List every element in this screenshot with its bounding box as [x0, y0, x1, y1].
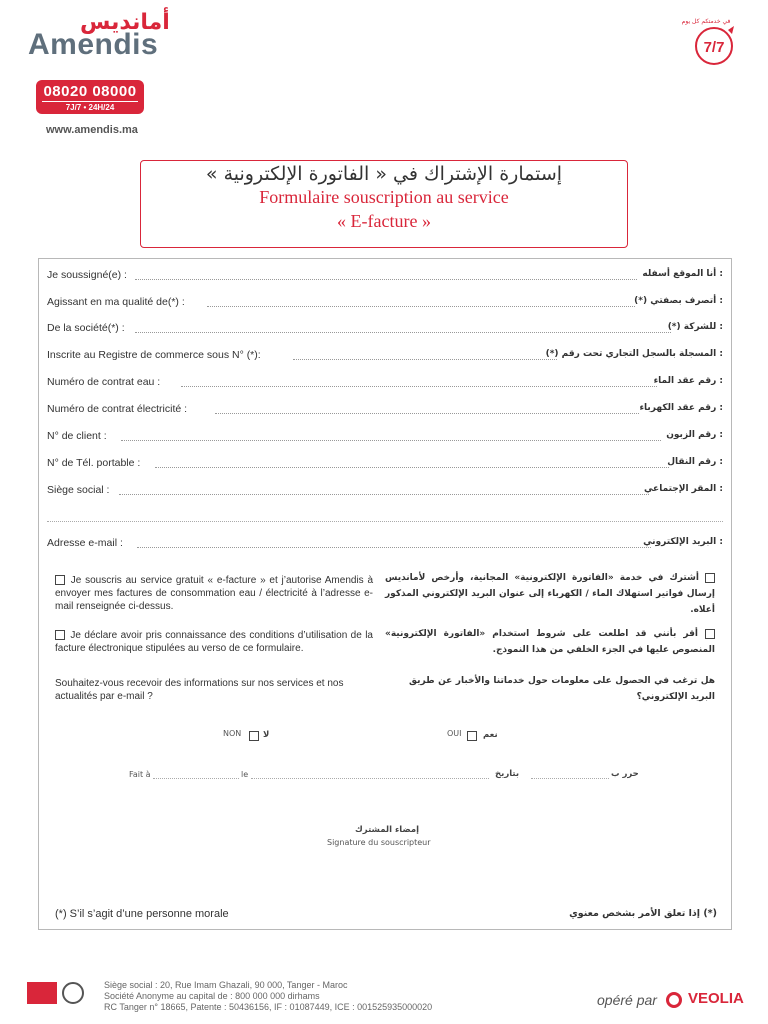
- consent-2-text-ar: أقر بأنني قد اطلعت على شروط استخدام «الفاتورة الإلكترونية» المنصوص عليها في الجزء الخلفي من هذا النموذج.: [385, 629, 715, 655]
- field-label-fr: De la société(*) :: [47, 322, 125, 334]
- title-arabic: إستمارة الإشتراك في « الفاتورة الإلكترونية »: [205, 163, 563, 185]
- veolia-icon: [666, 992, 682, 1008]
- field-row-societe: [39, 322, 733, 338]
- field-row-email: [39, 537, 733, 553]
- field-input-line-continuation[interactable]: [47, 521, 723, 522]
- logo-arabic: أمانديس: [80, 10, 170, 35]
- option-oui-label: OUI: [447, 729, 462, 738]
- field-row-registre: [39, 349, 733, 365]
- field-input-line[interactable]: [155, 467, 669, 468]
- field-label-ar: : رقم الزبون: [666, 430, 723, 440]
- phone-box: [36, 80, 144, 114]
- consent-2-ar: [385, 626, 715, 658]
- iso-certification-logo: [27, 982, 57, 1004]
- consent-1-text: Je souscris au service gratuit « e-facture » et j’autorise Amendis à envoyer mes factures de consommation eau / électricité à l’adresse e-mail renseignée ci-dessus.: [55, 575, 374, 612]
- service-badge-icon: [678, 14, 744, 74]
- field-input-line[interactable]: [293, 359, 557, 360]
- consent-1-fr: [55, 574, 373, 613]
- option-non-checkbox[interactable]: [249, 731, 259, 741]
- field-label-fr: Adresse e-mail :: [47, 537, 123, 549]
- place-input-line-ar[interactable]: [531, 778, 609, 779]
- field-label-ar: : أنا الموقع أسفله: [642, 269, 723, 279]
- field-label-fr: N° de client :: [47, 430, 107, 442]
- option-non-label: NON: [223, 729, 242, 738]
- field-label-fr: Numéro de contrat eau :: [47, 376, 161, 388]
- field-label-ar: : رقم النقال: [667, 457, 723, 467]
- field-label-ar: : أتصرف بصفتي (*): [634, 296, 723, 306]
- field-label-ar: : للشركة (*): [667, 322, 723, 332]
- consent-2-checkbox-ar[interactable]: [705, 629, 715, 639]
- signature-label-ar: إمضاء المشترك: [355, 825, 420, 835]
- badge-arabic-text: في خدمتكم كل يوم: [681, 18, 731, 25]
- field-label-fr: Agissant en ma qualité de(*) :: [47, 296, 185, 308]
- footnote-ar: (*) إذا تعلق الأمر بشخص معنوي: [569, 908, 717, 919]
- option-oui-label-ar: نعم: [483, 730, 498, 740]
- field-label-fr: Siège social :: [47, 484, 110, 496]
- bureau-veritas-logo: [62, 982, 84, 1004]
- veolia-logo: VEOLIA: [688, 990, 744, 1007]
- website-link[interactable]: www.amendis.ma: [46, 124, 138, 136]
- field-label-fr: Je soussigné(e) :: [47, 269, 127, 281]
- form-box: [38, 258, 732, 930]
- field-label-ar: : رقم عقد الكهرباء: [639, 403, 723, 413]
- field-row-contrat-electricite: [39, 403, 733, 419]
- field-row-contrat-eau: [39, 376, 733, 392]
- consent-1-checkbox[interactable]: [55, 575, 65, 585]
- logo-amendis: Amendis: [28, 28, 159, 61]
- field-input-line[interactable]: [121, 440, 661, 441]
- title-french-line2: « E-facture »: [337, 211, 431, 231]
- field-input-line[interactable]: [215, 413, 639, 414]
- phone-number: 08020 08000: [43, 83, 137, 100]
- form-title-box: [140, 160, 628, 248]
- date-label: le: [241, 770, 249, 779]
- option-non-label-ar: لا: [263, 730, 270, 740]
- place-label-ar: حرر ب: [611, 769, 639, 779]
- field-label-fr: Numéro de contrat électricité :: [47, 403, 188, 415]
- field-input-line[interactable]: [181, 386, 657, 387]
- title-french-line1: Formulaire souscription au service: [259, 187, 509, 207]
- field-label-fr: Inscrite au Registre de commerce sous N° (*):: [47, 349, 261, 361]
- consent-2-checkbox[interactable]: [55, 630, 65, 640]
- field-input-line[interactable]: [137, 547, 651, 548]
- date-input-line[interactable]: [251, 778, 489, 779]
- signature-label-fr: Signature du souscripteur: [327, 838, 431, 847]
- newsletter-question-ar: هل ترغب في الحصول على معلومات حول خدماتنا والأخبار عن طريق البريد الإلكتروني؟: [409, 676, 715, 702]
- field-input-line[interactable]: [135, 332, 671, 333]
- field-label-ar: : رقم عقد الماء: [653, 376, 723, 386]
- field-row-qualite: [39, 296, 733, 312]
- field-row-portable: [39, 457, 733, 473]
- field-label-ar: : المقر الإجتماعي: [643, 484, 723, 494]
- badge-text: 7/7: [703, 39, 725, 56]
- footnote-fr: (*) S’il s’agit d’une personne morale: [55, 908, 229, 920]
- option-oui-checkbox[interactable]: [467, 731, 477, 741]
- field-input-line[interactable]: [135, 279, 637, 280]
- consent-2-text: Je déclare avoir pris connaissance des conditions d’utilisation de la facture électronique stipulées au verso de ce formulaire.: [55, 630, 373, 654]
- field-label-ar: : المسجلة بالسجل التجاري تحت رقم (*): [545, 349, 723, 359]
- footer-line: Société Anonyme au capital de : 800 000 000 dirhams: [104, 991, 320, 1001]
- field-input-line[interactable]: [207, 306, 635, 307]
- footer-line: RC Tanger n° 18665, Patente : 50436156, IF : 01087449, ICE : 001525935000020: [104, 1002, 433, 1012]
- field-row-client: [39, 430, 733, 446]
- place-input-line[interactable]: [153, 778, 239, 779]
- consent-2-fr: [55, 629, 373, 655]
- place-label: Fait à: [129, 770, 151, 779]
- consent-1-ar: [385, 570, 715, 618]
- footer-line: Siège social : 20, Rue Imam Ghazali, 90 000, Tanger - Maroc: [104, 980, 348, 990]
- field-row-soussigne: [39, 269, 733, 285]
- field-label-ar: : البريد الإلكتروني: [643, 537, 723, 547]
- operated-by-label: opéré par: [597, 992, 657, 1008]
- consent-1-text-ar: أشترك في خدمة «الفاتورة الإلكترونية» المجانية، وأرخص لأمانديس إرسال فواتير استهلاك الماء / الكهرباء إلى عنوان البريد الإلكتروني المذكور أعلاه.: [385, 573, 715, 615]
- phone-hours: 7J/7 • 24H/24: [42, 101, 138, 112]
- newsletter-question-fr: Souhaitez-vous recevoir des informations sur nos services et nos actualités par e-mail ?: [55, 678, 344, 702]
- field-input-line[interactable]: [119, 494, 649, 495]
- footer-info: [104, 980, 432, 1013]
- field-row-siege: [39, 484, 733, 500]
- date-label-ar: بتاريخ: [495, 769, 520, 779]
- consent-1-checkbox-ar[interactable]: [705, 573, 715, 583]
- field-label-fr: N° de Tél. portable :: [47, 457, 141, 469]
